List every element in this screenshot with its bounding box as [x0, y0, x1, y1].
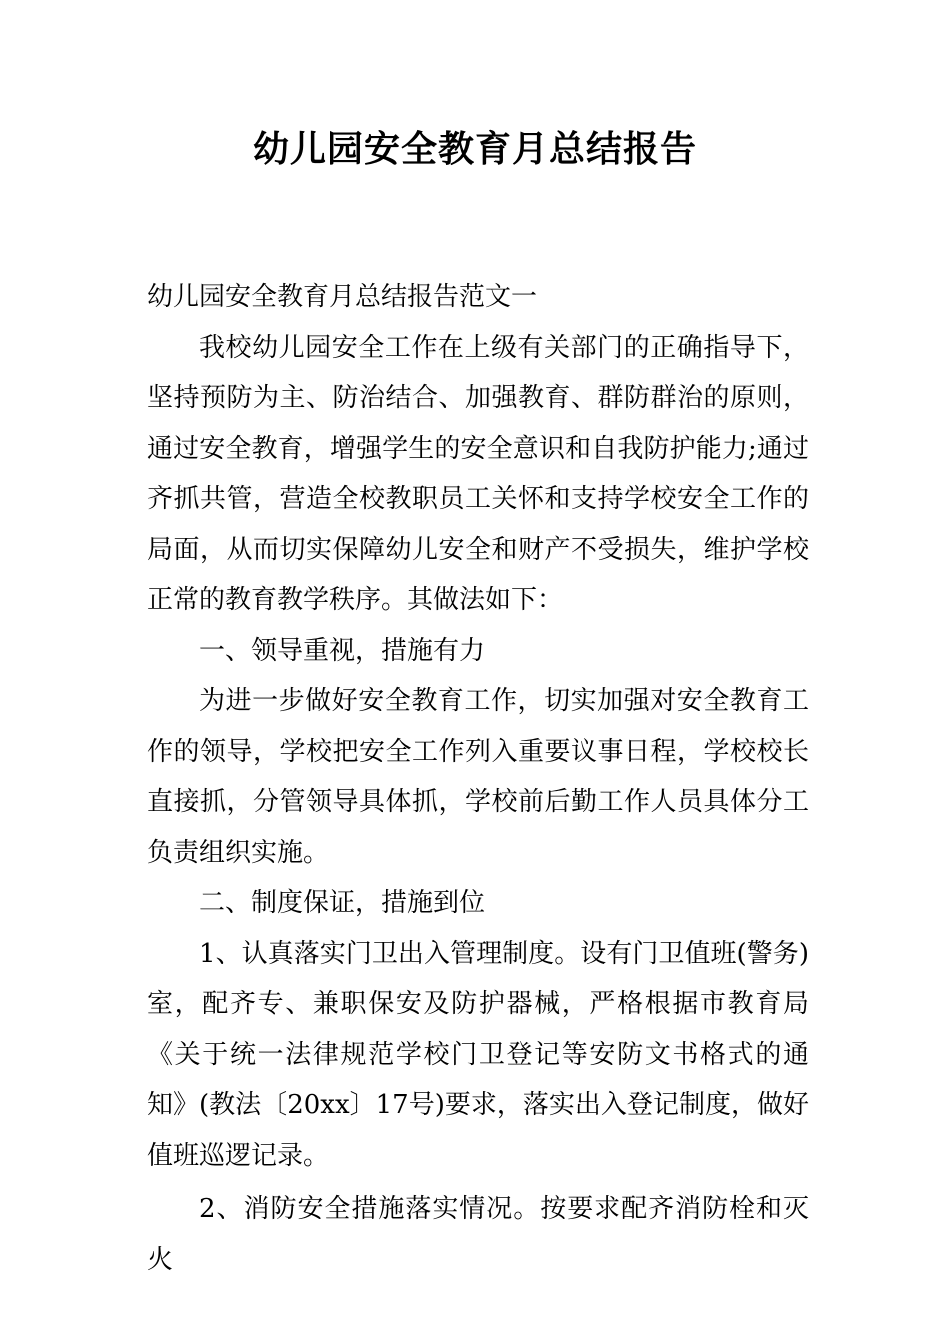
paragraph-gate-management: 1、认真落实门卫出入管理制度。设有门卫值班(警务)室，配齐专、兼职保安及防护器械，严格根据市教育局《关于统一法律规范学校门卫登记等安防文书格式的通知》(教法〔20xx〕17号)要求，落实出入登记制度，做好值班巡逻记录。 [147, 938, 809, 1171]
section-heading-1: 一、领导重视，措施有力 [199, 635, 486, 666]
section-heading-2: 二、制度保证，措施到位 [199, 888, 486, 918]
document-body [147, 272, 809, 1285]
document-title: 幼儿园安全教育月总结报告 [252, 129, 697, 170]
document-subtitle: 幼儿园安全教育月总结报告范文一 [147, 282, 538, 312]
paragraph-fire-safety: 2、消防安全措施落实情况。按要求配齐消防栓和灭火 [147, 1194, 809, 1275]
paragraph-intro: 我校幼儿园安全工作在上级有关部门的正确指导下，坚持预防为主、防治结合、加强教育、群防群治的原则，通过安全教育，增强学生的安全意识和自我防护能力;通过齐抓共管，营造全校教职员工关怀和支持学校安全工作的局面，从而切实保障幼儿安全和财产不受损失，维护学校正常的教育教学秩序。其做法如下： [147, 332, 809, 615]
paragraph-leadership: 为进一步做好安全教育工作，切实加强对安全教育工作的领导，学校把安全工作列入重要议事日程，学校校长直接抓，分管领导具体抓，学校前后勤工作人员具体分工负责组织实施。 [147, 686, 809, 868]
